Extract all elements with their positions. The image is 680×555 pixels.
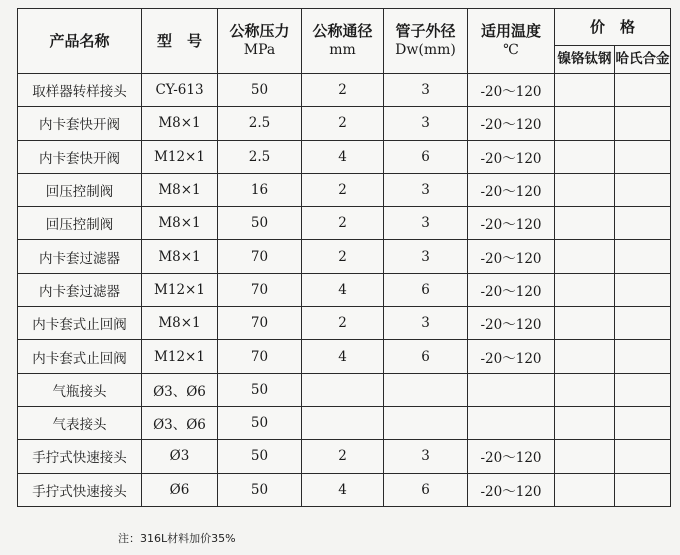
header-temperature: [468, 9, 555, 74]
product-spec-table: [17, 8, 671, 507]
cell-temperature: -20～120: [468, 440, 555, 473]
table-row: [18, 373, 671, 406]
table-row: [18, 240, 671, 273]
table-row: [18, 307, 671, 340]
cell-nominal-diameter: 2: [302, 440, 384, 473]
header-nominal-diameter-label: 公称通径: [312, 22, 373, 40]
cell-model: CY-613: [142, 74, 218, 107]
cell-model: M8×1: [142, 207, 218, 240]
cell-model: M8×1: [142, 173, 218, 206]
cell-product-name: 取样器转样接头: [18, 74, 142, 107]
cell-price-ni-cr-ti: [555, 107, 615, 140]
cell-price-ni-cr-ti: [555, 307, 615, 340]
table-row: [18, 473, 671, 506]
cell-nominal-pressure: 50: [218, 473, 302, 506]
cell-model: M8×1: [142, 307, 218, 340]
cell-price-ni-cr-ti: [555, 74, 615, 107]
cell-price-ni-cr-ti: [555, 406, 615, 439]
cell-temperature: [468, 373, 555, 406]
cell-price-hastelloy: [615, 140, 671, 173]
table-row: [18, 140, 671, 173]
cell-product-name: 内卡套式止回阀: [18, 340, 142, 373]
cell-product-name: 回压控制阀: [18, 173, 142, 206]
cell-price-ni-cr-ti: [555, 440, 615, 473]
cell-price-ni-cr-ti: [555, 373, 615, 406]
cell-price-hastelloy: [615, 273, 671, 306]
cell-temperature: -20～120: [468, 340, 555, 373]
cell-temperature: -20～120: [468, 140, 555, 173]
cell-price-hastelloy: [615, 173, 671, 206]
cell-temperature: -20～120: [468, 74, 555, 107]
table-row: [18, 340, 671, 373]
material-surcharge-note: 注：316L材料加价35%: [118, 532, 236, 545]
table-row: [18, 107, 671, 140]
cell-nominal-diameter: [302, 406, 384, 439]
cell-nominal-pressure: 2.5: [218, 140, 302, 173]
header-price-hastelloy: 哈氏合金: [615, 46, 671, 74]
header-nominal-pressure-label: 公称压力: [229, 22, 290, 40]
cell-price-ni-cr-ti: [555, 473, 615, 506]
cell-product-name: 回压控制阀: [18, 207, 142, 240]
cell-product-name: 手拧式快速接头: [18, 440, 142, 473]
cell-nominal-diameter: 2: [302, 107, 384, 140]
header-tube-od: [384, 9, 468, 74]
cell-price-hastelloy: [615, 473, 671, 506]
cell-nominal-pressure: 70: [218, 273, 302, 306]
header-tube-od-unit: Dw(mm): [395, 42, 456, 58]
table-row: [18, 74, 671, 107]
header-nominal-diameter: [302, 9, 384, 74]
cell-nominal-pressure: 50: [218, 406, 302, 439]
cell-product-name: 气瓶接头: [18, 373, 142, 406]
cell-tube-od: 6: [384, 473, 468, 506]
cell-price-ni-cr-ti: [555, 240, 615, 273]
header-price-ni-cr-ti: 镍铬钛钢: [555, 46, 615, 74]
cell-model: M8×1: [142, 107, 218, 140]
cell-tube-od: 3: [384, 107, 468, 140]
cell-model: M8×1: [142, 240, 218, 273]
cell-temperature: -20～120: [468, 307, 555, 340]
header-nominal-diameter-unit: mm: [329, 42, 356, 58]
cell-price-hastelloy: [615, 440, 671, 473]
cell-nominal-pressure: 70: [218, 307, 302, 340]
cell-nominal-diameter: 2: [302, 173, 384, 206]
cell-product-name: 内卡套快开阀: [18, 107, 142, 140]
cell-tube-od: 3: [384, 173, 468, 206]
header-nominal-pressure-unit: MPa: [243, 42, 276, 58]
price-table-sheet: [17, 8, 670, 507]
cell-nominal-diameter: 2: [302, 207, 384, 240]
cell-tube-od: 6: [384, 273, 468, 306]
cell-price-hastelloy: [615, 406, 671, 439]
cell-product-name: 内卡套过滤器: [18, 273, 142, 306]
cell-nominal-pressure: 50: [218, 440, 302, 473]
cell-tube-od: 3: [384, 74, 468, 107]
header-price: 价 格: [555, 9, 671, 46]
cell-price-hastelloy: [615, 373, 671, 406]
cell-temperature: -20～120: [468, 107, 555, 140]
cell-nominal-pressure: 50: [218, 207, 302, 240]
cell-temperature: -20～120: [468, 240, 555, 273]
cell-nominal-pressure: 16: [218, 173, 302, 206]
cell-tube-od: 3: [384, 307, 468, 340]
cell-model: M12×1: [142, 140, 218, 173]
cell-nominal-pressure: 50: [218, 74, 302, 107]
cell-tube-od: 3: [384, 207, 468, 240]
cell-model: Ø6: [142, 473, 218, 506]
cell-price-hastelloy: [615, 240, 671, 273]
cell-price-hastelloy: [615, 74, 671, 107]
cell-price-hastelloy: [615, 307, 671, 340]
table-row: [18, 273, 671, 306]
cell-product-name: 手拧式快速接头: [18, 473, 142, 506]
cell-price-hastelloy: [615, 207, 671, 240]
cell-nominal-diameter: [302, 373, 384, 406]
cell-product-name: 气表接头: [18, 406, 142, 439]
cell-nominal-diameter: 4: [302, 473, 384, 506]
cell-product-name: 内卡套式止回阀: [18, 307, 142, 340]
cell-nominal-diameter: 2: [302, 307, 384, 340]
cell-nominal-pressure: 50: [218, 373, 302, 406]
cell-product-name: 内卡套过滤器: [18, 240, 142, 273]
table-row: [18, 207, 671, 240]
header-product-name: 产品名称: [18, 9, 142, 74]
cell-nominal-diameter: 2: [302, 74, 384, 107]
cell-temperature: -20～120: [468, 273, 555, 306]
cell-nominal-pressure: 70: [218, 240, 302, 273]
header-temperature-unit: ℃: [503, 42, 519, 58]
table-body: [18, 74, 671, 507]
cell-nominal-diameter: 2: [302, 240, 384, 273]
cell-temperature: -20～120: [468, 207, 555, 240]
cell-price-hastelloy: [615, 107, 671, 140]
cell-model: M12×1: [142, 273, 218, 306]
table-row: [18, 440, 671, 473]
cell-tube-od: [384, 373, 468, 406]
cell-nominal-pressure: 70: [218, 340, 302, 373]
cell-tube-od: 3: [384, 440, 468, 473]
cell-tube-od: 3: [384, 240, 468, 273]
cell-price-ni-cr-ti: [555, 207, 615, 240]
cell-tube-od: 6: [384, 340, 468, 373]
cell-model: Ø3: [142, 440, 218, 473]
cell-model: Ø3、Ø6: [142, 373, 218, 406]
cell-model: Ø3、Ø6: [142, 406, 218, 439]
cell-price-ni-cr-ti: [555, 340, 615, 373]
header-nominal-pressure: [218, 9, 302, 74]
cell-product-name: 内卡套快开阀: [18, 140, 142, 173]
cell-tube-od: [384, 406, 468, 439]
table-row: [18, 406, 671, 439]
header-model: 型 号: [142, 9, 218, 74]
header-tube-od-label: 管子外径: [395, 22, 456, 40]
table-row: [18, 173, 671, 206]
cell-price-hastelloy: [615, 340, 671, 373]
cell-nominal-diameter: 4: [302, 140, 384, 173]
cell-price-ni-cr-ti: [555, 273, 615, 306]
cell-model: M12×1: [142, 340, 218, 373]
cell-price-ni-cr-ti: [555, 173, 615, 206]
cell-tube-od: 6: [384, 140, 468, 173]
header-temperature-label: 适用温度: [480, 22, 541, 40]
cell-temperature: -20～120: [468, 173, 555, 206]
cell-temperature: -20～120: [468, 473, 555, 506]
cell-nominal-diameter: 4: [302, 273, 384, 306]
cell-temperature: [468, 406, 555, 439]
cell-price-ni-cr-ti: [555, 140, 615, 173]
cell-nominal-pressure: 2.5: [218, 107, 302, 140]
cell-nominal-diameter: 4: [302, 340, 384, 373]
header-row: [18, 9, 671, 46]
